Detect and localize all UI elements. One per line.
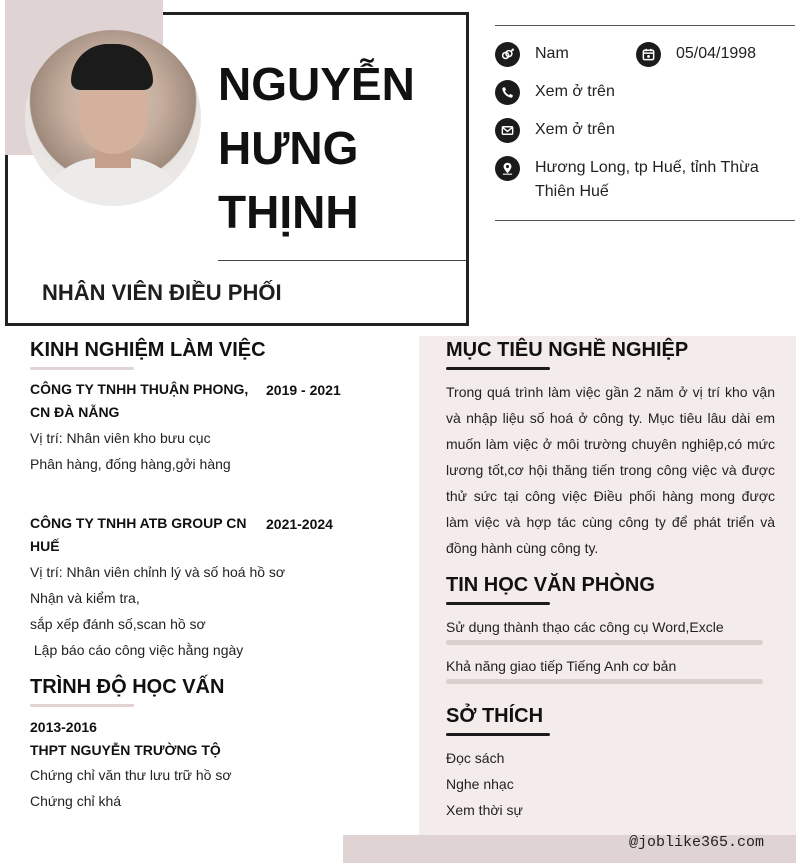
contact-birthday bbox=[636, 42, 756, 67]
name-divider bbox=[218, 260, 466, 261]
hobbies-heading: SỞ THÍCH bbox=[446, 705, 544, 727]
job-2-detail-4: Lập báo cáo công việc hằng ngày bbox=[30, 642, 244, 658]
job-2-detail-1: Vị trí: Nhân viên chỉnh lý và số hoá hồ sơ bbox=[30, 564, 286, 580]
location-icon bbox=[495, 156, 520, 181]
contact-bottom-divider bbox=[495, 220, 795, 221]
objective-text: Trong quá trình làm việc gần 2 năm ở vị trí kho vận và nhập liệu số hoá ở công ty. Mục tiêu lâu dài em muốn làm việc ở môi trường chuyên nghiệp,có mức lương tốt,cơ hội thăng tiến trong công việc và được thử sức tại công việc Điều phối hàng mong được làm việc và hợp tác cùng công ty để phát triển và đồng hành cùng công ty. bbox=[446, 384, 775, 556]
job-2-company-line-1: CÔNG TY TNHH ATB GROUP CN bbox=[30, 515, 247, 531]
contact-email bbox=[495, 118, 615, 143]
job-title: NHÂN VIÊN ĐIỀU PHỐI bbox=[42, 280, 282, 305]
skill-2-label: Khả năng giao tiếp Tiếng Anh cơ bản bbox=[446, 658, 677, 674]
gender-value: Nam bbox=[535, 45, 569, 62]
job-2-company bbox=[30, 512, 247, 558]
job-1-company-line-2: CN ĐÀ NẴNG bbox=[30, 404, 120, 420]
gender-icon bbox=[495, 42, 520, 67]
address-line-1: Hương Long, tp Huế, tỉnh Thừa bbox=[535, 159, 759, 176]
education-underline bbox=[30, 704, 134, 707]
hobby-1: Đọc sách bbox=[446, 750, 505, 766]
phone-value: Xem ở trên bbox=[535, 83, 615, 100]
education-heading: TRÌNH ĐỘ HỌC VẤN bbox=[30, 676, 225, 698]
name-line-2: HƯNG bbox=[218, 122, 359, 174]
it-skills-heading: TIN HỌC VĂN PHÒNG bbox=[446, 574, 655, 596]
job-2-years: 2021-2024 bbox=[266, 516, 333, 532]
skill-1-fill bbox=[446, 640, 763, 645]
contact-top-divider bbox=[495, 25, 795, 26]
objective-underline bbox=[446, 367, 550, 370]
skill-1-label: Sử dụng thành thạo các công cụ Word,Excle bbox=[446, 619, 724, 635]
name-line-1: NGUYỄN bbox=[218, 58, 415, 110]
skill-2-fill bbox=[446, 679, 763, 684]
job-2-detail-2: Nhận và kiểm tra, bbox=[30, 590, 140, 606]
experience-underline bbox=[30, 367, 134, 370]
education-detail-2: Chứng chỉ khá bbox=[30, 793, 122, 809]
hobby-2: Nghe nhạc bbox=[446, 776, 514, 792]
address-value bbox=[535, 156, 759, 204]
education-years: 2013-2016 bbox=[30, 719, 97, 735]
name-line-3: THỊNH bbox=[218, 186, 359, 238]
objective-heading: MỤC TIÊU NGHỀ NGHIỆP bbox=[446, 339, 689, 361]
hobbies-underline bbox=[446, 733, 550, 736]
contact-gender bbox=[495, 42, 569, 67]
contact-phone bbox=[495, 80, 615, 105]
job-1-company-line-1: CÔNG TY TNHH THUẬN PHONG, bbox=[30, 381, 249, 397]
candidate-name bbox=[218, 52, 463, 244]
address-line-2: Thiên Huế bbox=[535, 183, 609, 200]
calendar-icon bbox=[636, 42, 661, 67]
contact-address bbox=[495, 156, 759, 204]
job-1-detail-1: Vị trí: Nhân viên kho bưu cục bbox=[30, 430, 211, 446]
email-value: Xem ở trên bbox=[535, 121, 615, 138]
phone-icon bbox=[495, 80, 520, 105]
profile-photo bbox=[25, 30, 201, 206]
education-school: THPT NGUYỄN TRƯỜNG TỘ bbox=[30, 742, 221, 758]
skill-1-bar bbox=[446, 640, 763, 645]
hobby-3: Xem thời sự bbox=[446, 802, 523, 818]
education-detail-1: Chứng chỉ văn thư lưu trữ hồ sơ bbox=[30, 767, 232, 783]
skill-2-bar bbox=[446, 679, 763, 684]
birthday-value: 05/04/1998 bbox=[676, 45, 757, 62]
job-1-detail-2: Phân hàng, đống hàng,gởi hàng bbox=[30, 456, 231, 472]
job-1-company bbox=[30, 378, 248, 424]
it-skills-underline bbox=[446, 602, 550, 605]
job-2-detail-3: sắp xếp đánh số,scan hồ sơ bbox=[30, 616, 206, 632]
experience-heading: KINH NGHIỆM LÀM VIỆC bbox=[30, 339, 266, 361]
footer-brand: @joblike365.com bbox=[629, 834, 765, 851]
job-1-years: 2019 - 2021 bbox=[266, 382, 341, 398]
email-icon bbox=[495, 118, 520, 143]
job-2-company-line-2: HUẾ bbox=[30, 538, 60, 554]
